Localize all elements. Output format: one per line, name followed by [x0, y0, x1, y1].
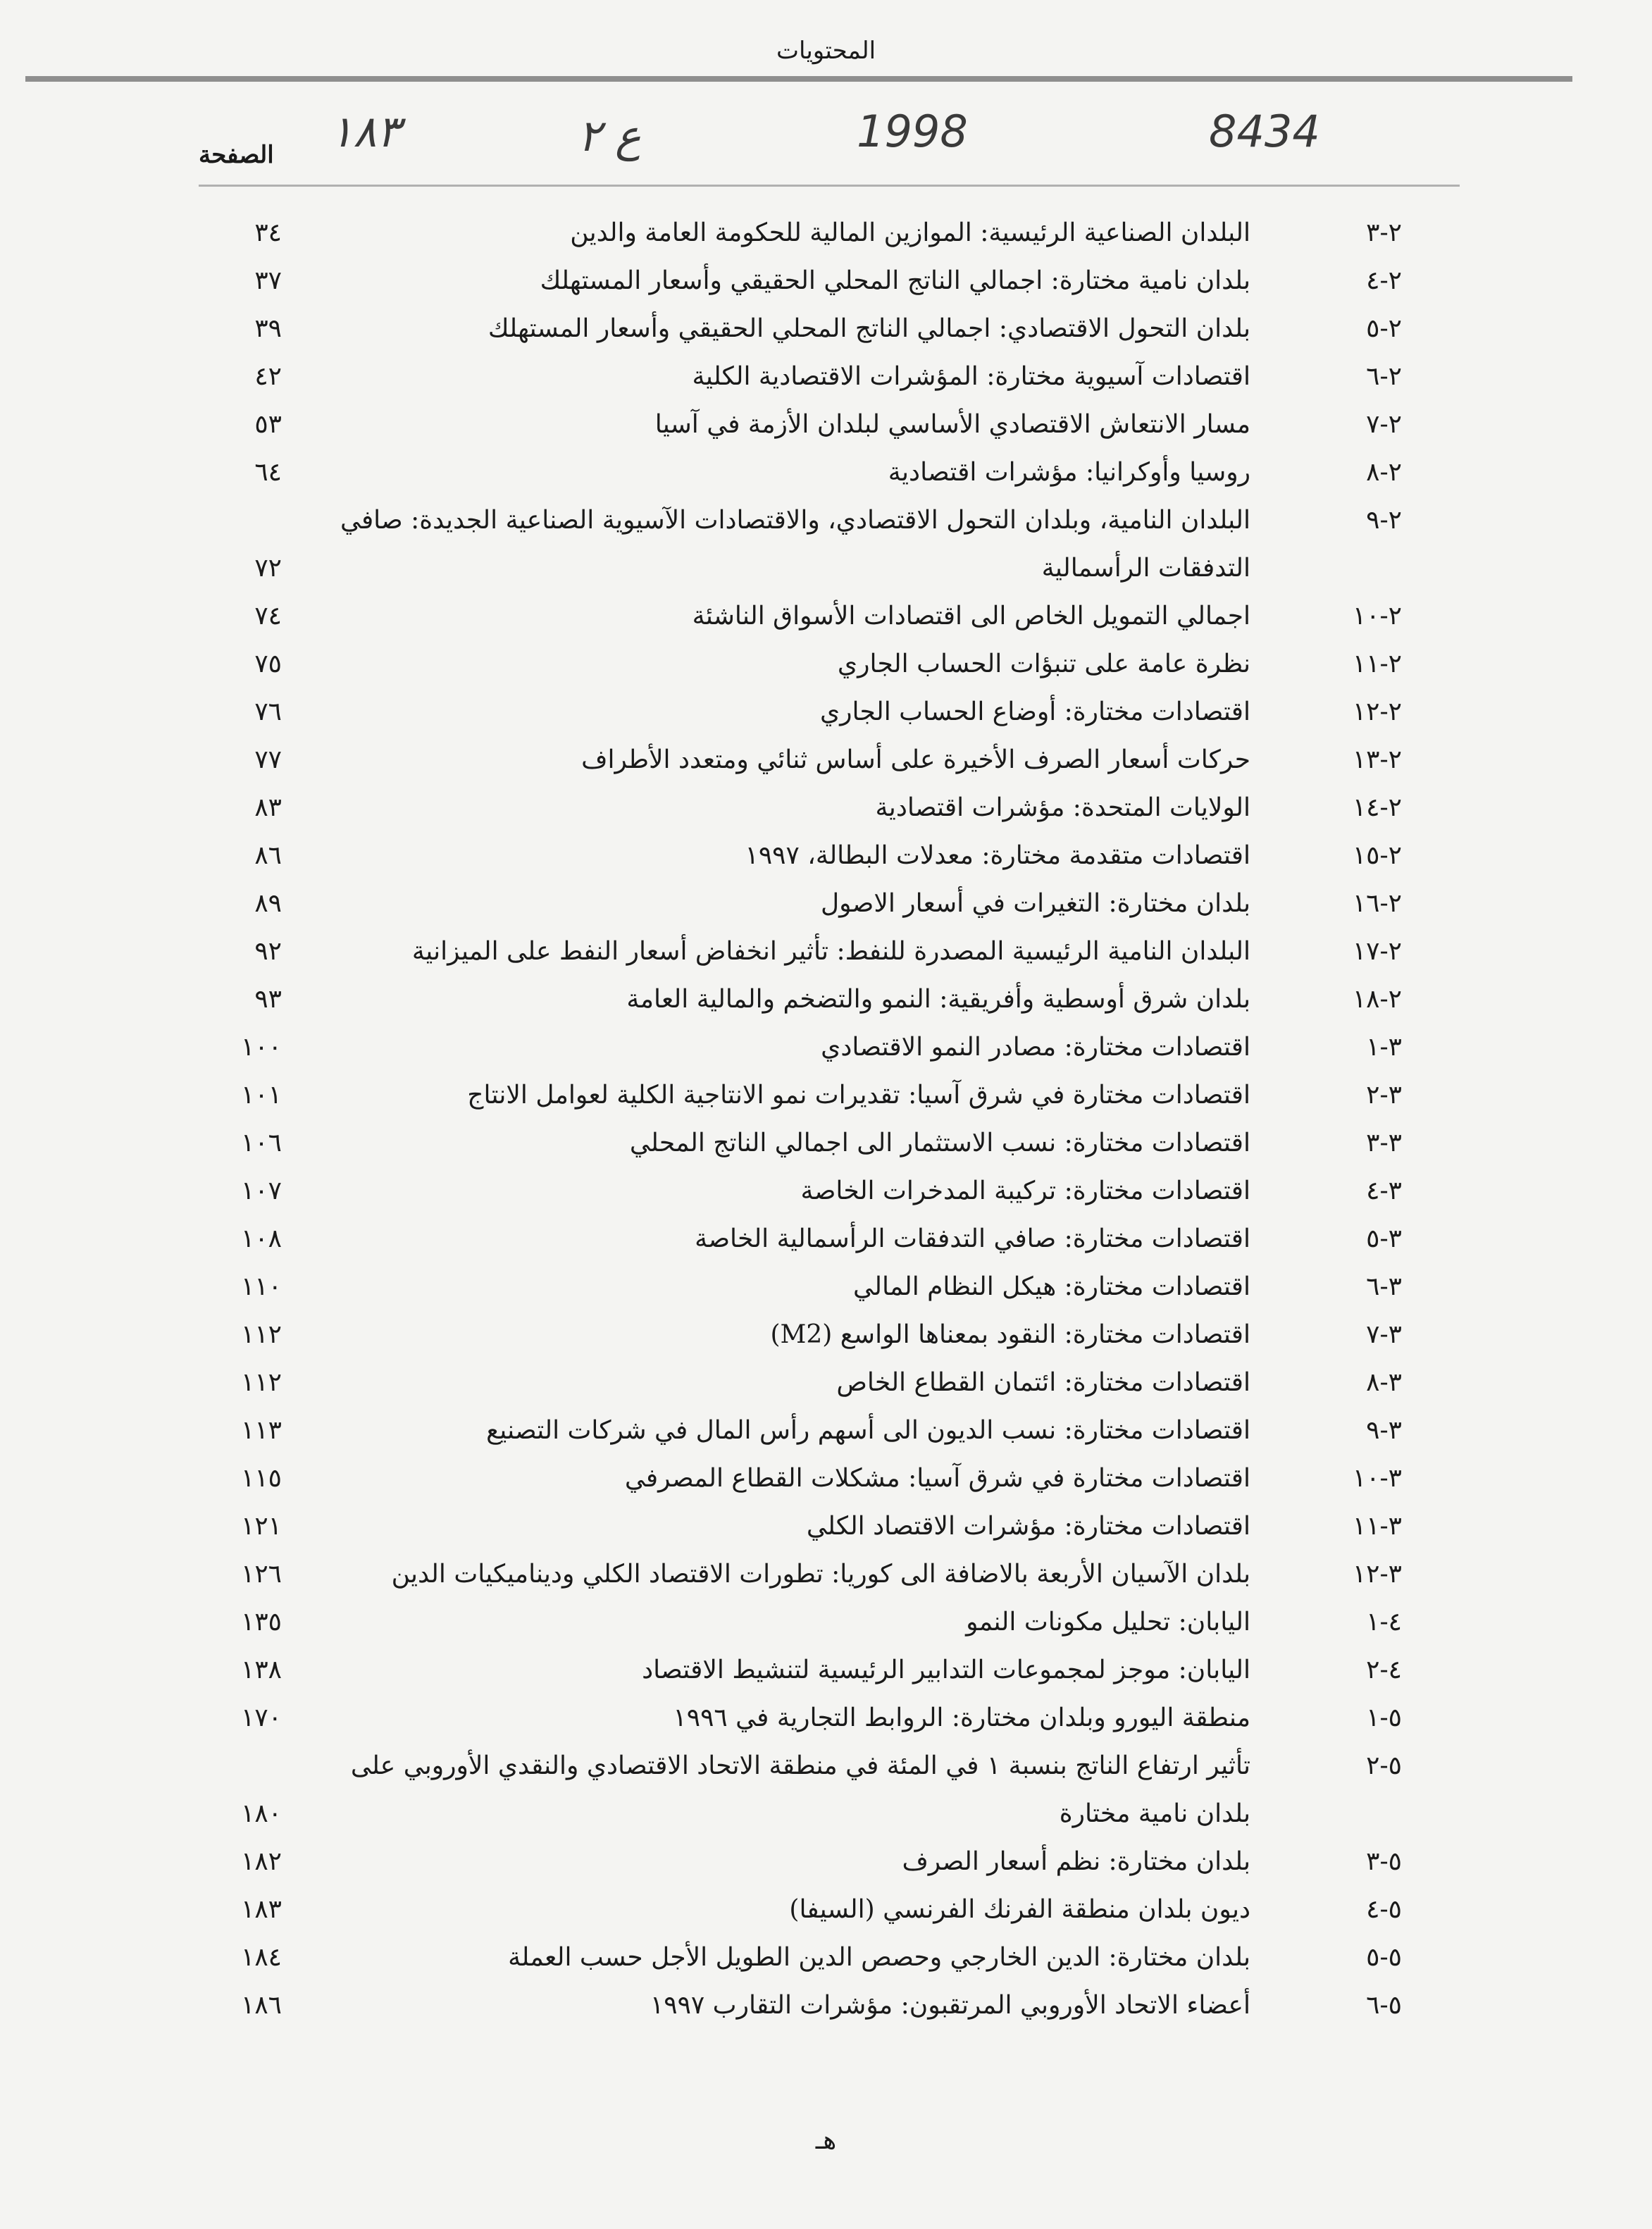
entry-number: ٣-١٢ — [1352, 1560, 1402, 1589]
toc-entry — [0, 1263, 1652, 1311]
toc-entry — [0, 1886, 1652, 1934]
toc-entry — [0, 209, 1652, 257]
entry-number: ٣-٧ — [1366, 1320, 1402, 1349]
entry-page-number: ٨٩ — [254, 889, 282, 918]
entry-title: الولايات المتحدة: مؤشرات اقتصادية — [875, 793, 1250, 822]
toc-entry — [0, 928, 1652, 976]
entry-page-number: ٤٢ — [254, 362, 282, 391]
entry-page-number: ١٨٤ — [240, 1943, 282, 1972]
entry-number: ٤-٢ — [1366, 1656, 1402, 1684]
toc-entry — [0, 1646, 1652, 1694]
toc-entry — [0, 976, 1652, 1024]
entry-page-number: ٧٥ — [254, 650, 282, 678]
entry-page-number: ١٠١ — [240, 1081, 282, 1110]
entry-title: حركات أسعار الصرف الأخيرة على أساس ثنائي ومتعدد الأطراف — [581, 745, 1250, 774]
entry-page-number: ٨٦ — [254, 841, 282, 870]
entry-page-number: ١٠٧ — [240, 1176, 282, 1205]
entry-page-number: ١٨٢ — [240, 1847, 282, 1876]
entry-title: اقتصادات مختارة: أوضاع الحساب الجاري — [819, 697, 1250, 726]
entry-page-number: ١٠٠ — [240, 1033, 282, 1062]
toc-entry — [0, 1982, 1652, 2030]
entry-page-number: ١٨٣ — [240, 1895, 282, 1924]
entry-page-number: ٩٢ — [254, 937, 282, 966]
entry-number: ٢-٧ — [1366, 410, 1402, 439]
toc-entry — [0, 1503, 1652, 1551]
toc-entry — [0, 1407, 1652, 1455]
toc-entry — [0, 1072, 1652, 1119]
entry-title: اقتصادات مختارة: النقود بمعناها الواسع (M2) — [770, 1320, 1250, 1349]
entry-title: اقتصادات مختارة: ائتمان القطاع الخاص — [836, 1368, 1250, 1397]
toc-entry — [0, 353, 1652, 401]
entry-page-number: ١٨٠ — [240, 1799, 282, 1828]
entry-title: بلدان مختارة: التغيرات في أسعار الاصول — [821, 889, 1250, 918]
entry-number: ٢-٦ — [1366, 362, 1402, 391]
toc-entry — [0, 401, 1652, 449]
entry-title: البلدان النامية الرئيسية المصدرة للنفط: تأثير انخفاض أسعار النفط على الميزانية — [411, 937, 1250, 966]
entry-page-number: ٧٦ — [254, 697, 282, 726]
entry-title: بلدان مختارة: نظم أسعار الصرف — [902, 1847, 1250, 1876]
entry-title: أعضاء الاتحاد الأوروبي المرتقبون: مؤشرات التقارب ١٩٩٧ — [650, 1991, 1250, 2020]
entry-number: ٢-١٥ — [1352, 841, 1402, 870]
handwritten-note: 8434 — [1209, 106, 1320, 157]
entry-title: اجمالي التمويل الخاص الى اقتصادات الأسواق الناشئة — [692, 602, 1250, 631]
entry-title: اقتصادات مختارة في شرق آسيا: تقديرات نمو الانتاجية الكلية لعوامل الانتاج — [467, 1081, 1250, 1110]
toc-entry — [0, 688, 1652, 736]
toc-entry — [0, 1551, 1652, 1598]
entry-number: ٣-١١ — [1352, 1512, 1402, 1541]
entry-page-number: ٣٤ — [254, 218, 282, 247]
entry-page-number: ١١٢ — [240, 1368, 282, 1397]
running-head: المحتويات — [776, 37, 876, 65]
page-folio: هـ — [815, 2126, 837, 2155]
entry-number: ٢-٥ — [1366, 314, 1402, 343]
entry-title: اليابان: تحليل مكونات النمو — [966, 1608, 1250, 1637]
toc-entry — [0, 1838, 1652, 1886]
entry-number: ٢-١٦ — [1352, 889, 1402, 918]
entry-page-number: ٦٤ — [254, 458, 282, 487]
toc-entry — [0, 257, 1652, 305]
entry-page-number: ١١٥ — [240, 1464, 282, 1493]
entry-number: ٥-١ — [1366, 1703, 1402, 1732]
entry-page-number: ٣٧ — [254, 266, 282, 295]
entry-number: ٢-١٨ — [1352, 985, 1402, 1014]
entry-number: ٢-١٧ — [1352, 937, 1402, 966]
page-column-header: الصفحة — [199, 141, 274, 169]
toc-entry — [0, 449, 1652, 497]
entry-title: البلدان النامية، وبلدان التحول الاقتصادي، والاقتصادات الآسيوية الصناعية الجديدة: صافي التدفقات الرأسمالية — [340, 506, 1250, 583]
entry-number: ٣-٦ — [1366, 1272, 1402, 1301]
toc-entry — [0, 1694, 1652, 1742]
toc-entry — [0, 1311, 1652, 1359]
entry-number: ٥-٦ — [1366, 1991, 1402, 2020]
entry-number: ٣-٤ — [1366, 1176, 1402, 1205]
entry-number: ٢-١٠ — [1352, 602, 1402, 631]
entry-title: نظرة عامة على تنبؤات الحساب الجاري — [837, 650, 1250, 678]
column-header-rule — [199, 185, 1460, 187]
toc-entry — [0, 640, 1652, 688]
entry-page-number: ١٨٦ — [240, 1991, 282, 2020]
entry-title: مسار الانتعاش الاقتصادي الأساسي لبلدان الأزمة في آسيا — [654, 410, 1250, 439]
entry-page-number: ١٠٦ — [240, 1129, 282, 1157]
toc-entry — [0, 880, 1652, 928]
toc-entry — [0, 784, 1652, 832]
entry-number: ٣-١٠ — [1352, 1464, 1402, 1493]
handwritten-note: ع ٢ — [578, 110, 642, 161]
entry-number: ٢-٣ — [1366, 218, 1402, 247]
entry-title: اقتصادات مختارة: مصادر النمو الاقتصادي — [821, 1033, 1250, 1062]
entry-title: اقتصادات مختارة: صافي التدفقات الرأسمالية الخاصة — [695, 1224, 1250, 1253]
entry-page-number: ١٢٦ — [240, 1560, 282, 1589]
entry-number: ٣-٣ — [1366, 1129, 1402, 1157]
entry-title: بلدان الآسيان الأربعة بالاضافة الى كوريا: تطورات الاقتصاد الكلي وديناميكيات الدين — [391, 1560, 1250, 1589]
entry-number: ٥-٤ — [1366, 1895, 1402, 1924]
toc-entry — [0, 1119, 1652, 1167]
entry-number: ٥-٢ — [1366, 1751, 1402, 1780]
entry-number: ٣-١ — [1366, 1033, 1402, 1062]
entry-number: ٣-٩ — [1366, 1416, 1402, 1445]
entry-number: ٢-٤ — [1366, 266, 1402, 295]
entry-title: ديون بلدان منطقة الفرنك الفرنسي (السيفا) — [789, 1895, 1250, 1924]
entry-title: بلدان شرق أوسطية وأفريقية: النمو والتضخم والمالية العامة — [626, 985, 1250, 1014]
entry-page-number: ٧٤ — [254, 602, 282, 631]
entry-title: اقتصادات مختارة في شرق آسيا: مشكلات القطاع المصرفي — [624, 1464, 1250, 1493]
entry-page-number: ١٣٨ — [240, 1656, 282, 1684]
entry-number: ٣-٨ — [1366, 1368, 1402, 1397]
toc-entry — [0, 592, 1652, 640]
toc-entry — [0, 736, 1652, 784]
entry-title: تأثير ارتفاع الناتج بنسبة ١ في المئة في منطقة الاتحاد الاقتصادي والنقدي الأوروبي على بلدان نامية مختارة — [350, 1751, 1250, 1828]
entry-page-number: ١٣٥ — [240, 1608, 282, 1637]
entry-number: ٢-١٤ — [1352, 793, 1402, 822]
header-rule — [25, 76, 1572, 82]
table-of-contents — [0, 209, 1652, 2030]
entry-title: اقتصادات مختارة: نسب الاستثمار الى اجمالي الناتج المحلي — [629, 1129, 1250, 1157]
toc-entry — [0, 1167, 1652, 1215]
entry-title: بلدان مختارة: الدين الخارجي وحصص الدين الطويل الأجل حسب العملة — [508, 1943, 1250, 1972]
entry-page-number: ١١٠ — [240, 1272, 282, 1301]
entry-page-number: ١١٢ — [240, 1320, 282, 1349]
entry-number: ٢-١٢ — [1352, 697, 1402, 726]
entry-title: بلدان التحول الاقتصادي: اجمالي الناتج المحلي الحقيقي وأسعار المستهلك — [487, 314, 1250, 343]
entry-page-number: ١٢١ — [240, 1512, 282, 1541]
toc-entry — [0, 1024, 1652, 1072]
entry-number: ٥-٥ — [1366, 1943, 1402, 1972]
entry-title: اقتصادات مختارة: مؤشرات الاقتصاد الكلي — [806, 1512, 1250, 1541]
entry-title: منطقة اليورو وبلدان مختارة: الروابط التجارية في ١٩٩٦ — [673, 1703, 1250, 1732]
entry-title: روسيا وأوكرانيا: مؤشرات اقتصادية — [888, 458, 1250, 487]
entry-title: اقتصادات آسيوية مختارة: المؤشرات الاقتصادية الكلية — [692, 362, 1250, 391]
entry-number: ٤-١ — [1366, 1608, 1402, 1637]
handwritten-note: 1998 — [857, 106, 968, 157]
entry-page-number: ٩٣ — [254, 985, 282, 1014]
entry-number: ٢-١٣ — [1352, 745, 1402, 774]
entry-number: ٣-٥ — [1366, 1224, 1402, 1253]
toc-entry — [0, 497, 1652, 592]
toc-entry — [0, 1455, 1652, 1503]
entry-page-number: ١٧٠ — [240, 1703, 282, 1732]
toc-entry — [0, 1215, 1652, 1263]
entry-page-number: ٣٩ — [254, 314, 282, 343]
toc-entry — [0, 1934, 1652, 1982]
toc-entry — [0, 832, 1652, 880]
entry-title: اليابان: موجز لمجموعات التدابير الرئيسية لتنشيط الاقتصاد — [642, 1656, 1250, 1684]
entry-number: ٢-٩ — [1366, 506, 1402, 535]
entry-page-number: ٧٢ — [254, 554, 282, 583]
toc-entry — [0, 1598, 1652, 1646]
entry-page-number: ٧٧ — [254, 745, 282, 774]
entry-title: اقتصادات مختارة: تركيبة المدخرات الخاصة — [800, 1176, 1250, 1205]
entry-title: البلدان الصناعية الرئيسية: الموازين المالية للحكومة العامة والدين — [570, 218, 1250, 247]
entry-page-number: ٨٣ — [254, 793, 282, 822]
entry-number: ٢-٨ — [1366, 458, 1402, 487]
entry-title: اقتصادات متقدمة مختارة: معدلات البطالة، ١٩٩٧ — [745, 841, 1250, 870]
toc-entry — [0, 1742, 1652, 1838]
handwritten-note: ١٨٣ — [330, 106, 400, 157]
entry-page-number: ١٠٨ — [240, 1224, 282, 1253]
entry-title: اقتصادات مختارة: نسب الديون الى أسهم رأس المال في شركات التصنيع — [486, 1416, 1250, 1445]
entry-number: ٣-٢ — [1366, 1081, 1402, 1110]
entry-title: بلدان نامية مختارة: اجمالي الناتج المحلي الحقيقي وأسعار المستهلك — [540, 266, 1250, 295]
toc-entry — [0, 1359, 1652, 1407]
toc-entry — [0, 305, 1652, 353]
entry-page-number: ١١٣ — [240, 1416, 282, 1445]
entry-page-number: ٥٣ — [254, 410, 282, 439]
entry-title: اقتصادات مختارة: هيكل النظام المالي — [852, 1272, 1250, 1301]
entry-number: ٥-٣ — [1366, 1847, 1402, 1876]
entry-number: ٢-١١ — [1352, 650, 1402, 678]
